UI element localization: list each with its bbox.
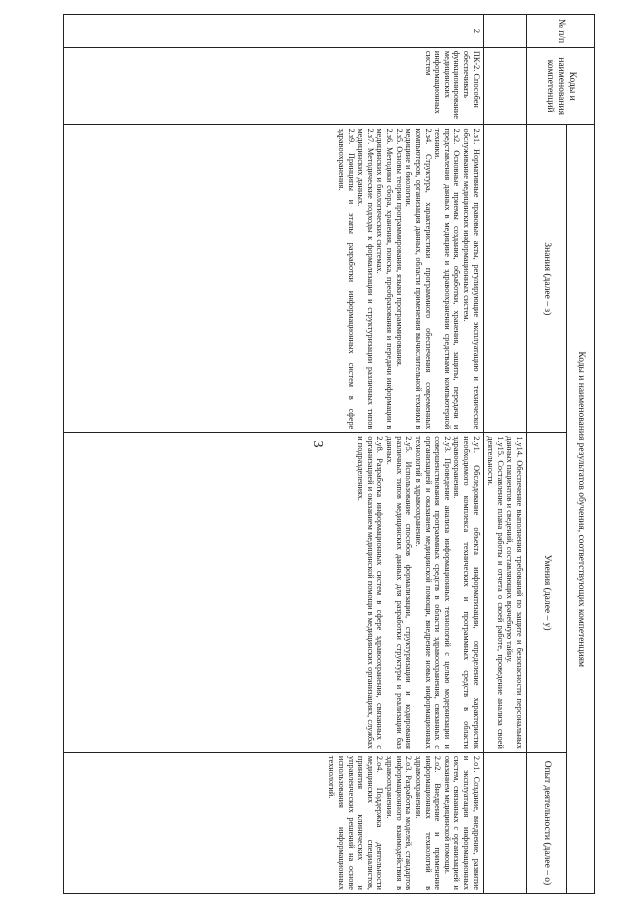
skill-item: 2.у5. Использование способов формализации, структуризации и кодирования различных типов медицинских данных для разработки структуры и реализации баз данных.	[385, 436, 414, 749]
table-row	[483, 15, 526, 894]
header-codes: Коды и наименования компетенций	[527, 47, 595, 125]
row2-competency-code: ПК-2. Способен обеспечивать функционирование медицинских информационных систем	[63, 47, 483, 125]
skill-item: 2.у3. Проведение анализа информационных технологий с целью модернизации и совершенствования программных средств в области здравоохранения, связанных с организацией и оказанием медицинской помощи, внедрение новых информационных технологий в здравоохранение.	[413, 436, 452, 749]
header-number: № п/п	[527, 15, 595, 48]
header-skills: Умения (далее – у)	[527, 433, 567, 753]
knowledge-item: 2.з6. Методики сбора, хранения, поиска, преобразования и передачи информации в медицинских и биологических системах.	[375, 128, 395, 430]
table-row	[63, 15, 483, 894]
experience-item: 2.о4. Поддержка деятельности медицинских специалистов, принятия клинических и управленческих решений на основе использования информационных технологий.	[327, 755, 385, 890]
header-knowledge: Знания (далее – з)	[527, 125, 567, 433]
experience-item: 2.о1. Создание, внедрение, развитие и эксплуатация информационных систем, связанных с организацией и оказанием медицинской помощи.	[442, 755, 481, 890]
competency-table-sheet	[40, 14, 595, 894]
knowledge-item: 2.з4. Структура, характеристики программного обеспечения современных компьютеров, организация данных, области применения вычислительной техники в медицине и биологии.	[404, 128, 433, 430]
row2-skills-cell	[63, 433, 483, 753]
experience-item: 2.о2. Внедрение и применение информационных технологий в здравоохранении.	[413, 755, 443, 890]
row1-skills-cell	[483, 433, 526, 753]
competency-table	[63, 14, 595, 894]
page-number: 3	[310, 440, 325, 448]
skill-item: 2.у1. Обследование объекта информатизации, определение характеристик необходимого комплекса технических и программных средств в области здравоохранения.	[452, 436, 481, 749]
knowledge-item: 2.з2. Основные приемы создания, обработки, хранения, защиты, передачи и представления данных в медицине и здравоохранении средствами компьютерной техники.	[433, 128, 462, 430]
header-results-group: Коды и наименования результатов обучения, соответствующих компетенциям	[567, 125, 595, 894]
header-experience: Опыт деятельности (далее – о)	[527, 752, 567, 893]
knowledge-item: 2.з9. Принципы и этапы разработки информационных систем в сфере здравоохранения.	[337, 128, 356, 430]
experience-item: 2.о3. Разработка моделей, стандартов информационного взаимодействия в здравоохранении.	[385, 755, 414, 890]
skill-item: 2.у8. Разработка информационных систем в сфере здравоохранения, связанных с организацией и оказанием медицинской помощи в медицинских организациях, службах и подразделениях.	[356, 436, 385, 749]
knowledge-item: 2.з7. Методические подходы к формализации и структуризации различных типов медицинских данных.	[356, 128, 375, 430]
skill-item: 1.у14. Обеспечение выполнения требований по защите и безопасности персональных данных пациентов и сведений, составляющих врачебную тайну.	[505, 436, 524, 749]
row2-knowledge-cell	[63, 125, 483, 433]
skill-item: 1.у15. Составление плана работы и отчета о своей работе, проведение анализа своей деятельности.	[486, 436, 505, 749]
row2-experience-cell	[63, 752, 483, 893]
row2-number: 2	[63, 15, 483, 48]
knowledge-item: 2.з5. Основы теории программирования, языки программирования.	[394, 128, 404, 367]
knowledge-item: 2.з1. Нормативные правовые акты, регулирующие эксплуатацию и техническое обслуживание медицинских информационных систем.	[461, 128, 481, 430]
